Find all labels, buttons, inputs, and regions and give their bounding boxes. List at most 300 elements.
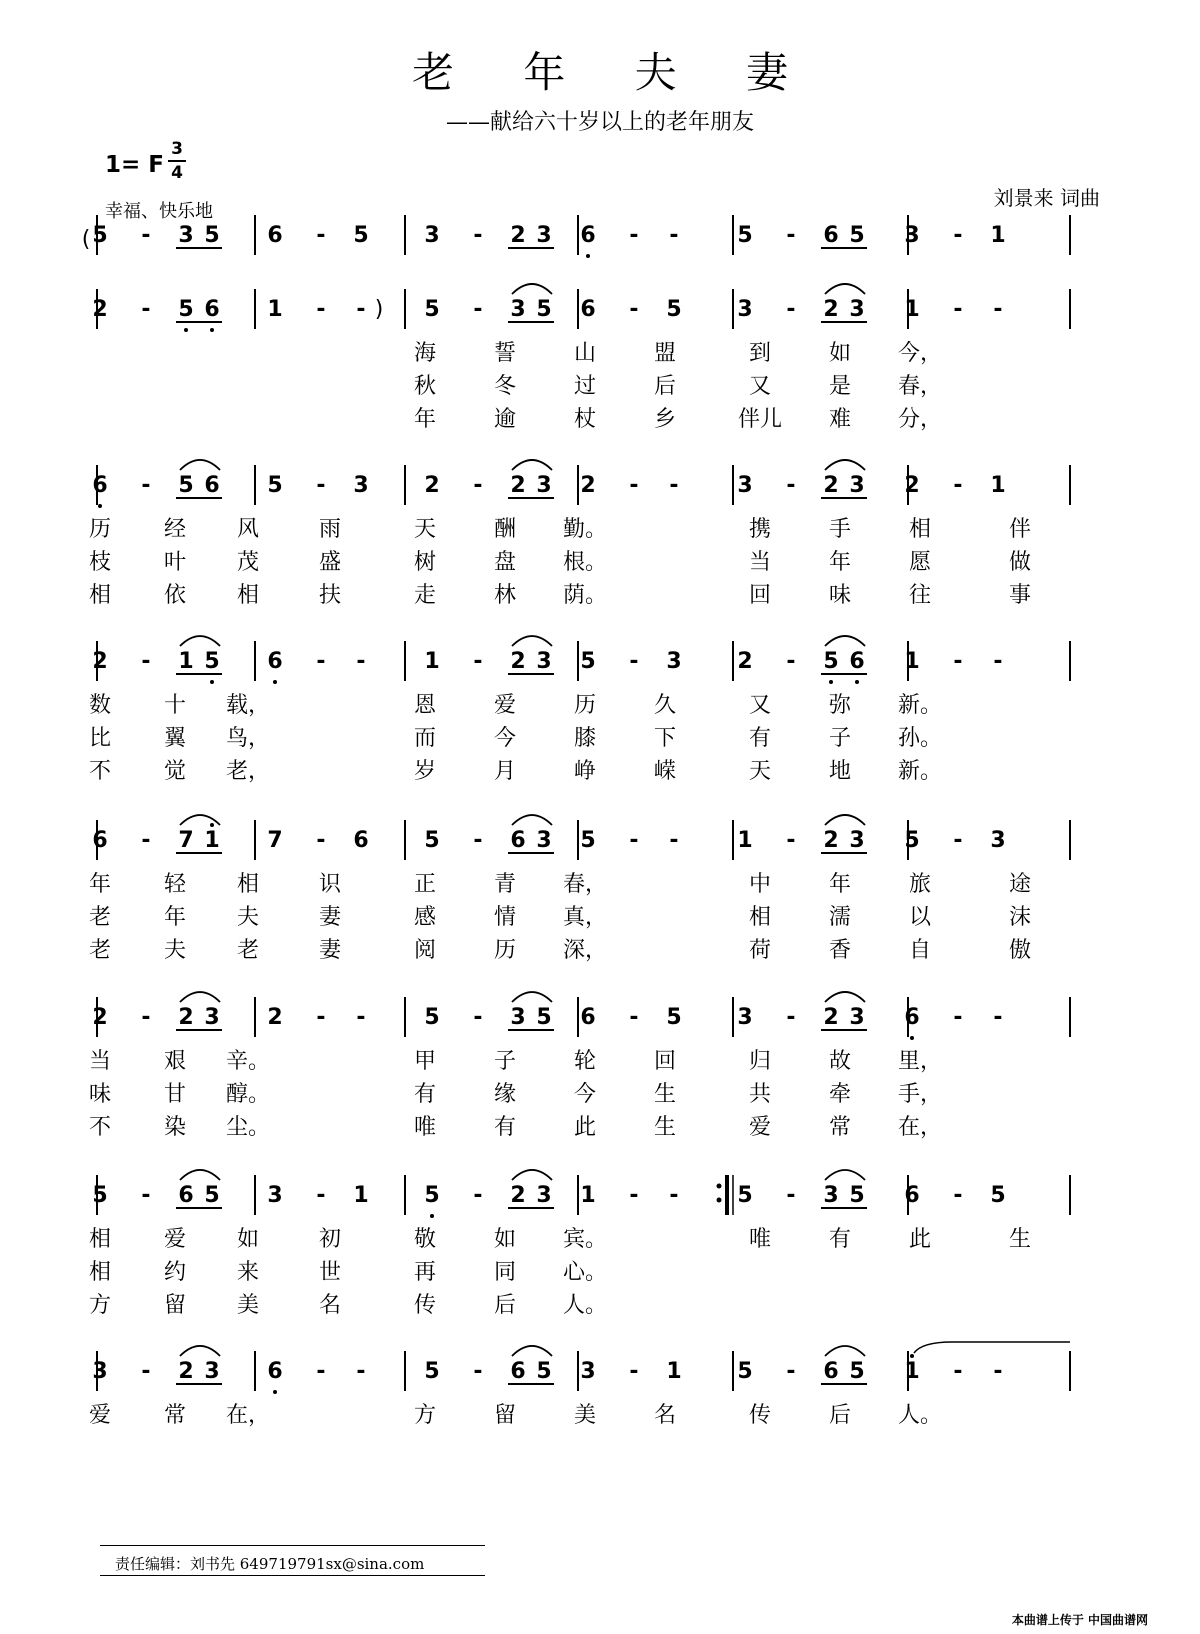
lyric-syllable: 年: [88, 872, 112, 897]
lyric-syllable: 有: [828, 1227, 852, 1252]
note-2: 2: [424, 473, 440, 498]
note-5: 5: [178, 473, 194, 498]
slur: [512, 636, 552, 646]
note--: -: [953, 473, 963, 498]
note-5: 5: [267, 473, 283, 498]
note-1: 1: [904, 297, 920, 322]
note-3: 3: [204, 1005, 220, 1030]
lyric-syllable: 手: [828, 517, 852, 542]
note--: -: [786, 828, 796, 853]
note-5: 5: [424, 1183, 440, 1208]
lyric-syllable: 走: [413, 583, 437, 608]
lyric-syllable: 初: [318, 1227, 342, 1252]
lyric-syllable: 后: [493, 1293, 517, 1318]
note-3: 3: [178, 223, 194, 248]
note--: -: [316, 828, 326, 853]
lyric-syllable: 冬: [493, 374, 517, 399]
footer-divider-top: [100, 1545, 485, 1546]
lyric-syllable: 爱: [748, 1115, 772, 1140]
lyric-syllable: 愿: [908, 550, 932, 575]
note--: -: [141, 828, 151, 853]
lyric-syllable: 依: [163, 583, 187, 608]
lyric-syllable: 伴: [1008, 517, 1032, 542]
lyric-syllable: 醇。: [225, 1082, 271, 1107]
lyric-syllable: 相: [236, 583, 260, 608]
lyric-syllable: 味: [88, 1082, 112, 1107]
note-6: 6: [580, 297, 596, 322]
lyric-syllable: 风: [236, 517, 260, 542]
lyric-syllable: 酬: [493, 517, 517, 542]
lyric-syllable: 今，: [897, 341, 943, 366]
lyric-syllable: 妻: [318, 905, 342, 930]
lyric-syllable: 伴儿: [737, 407, 783, 432]
lyric-syllable: 不: [88, 759, 112, 784]
note-3: 3: [666, 649, 682, 674]
note--: -: [356, 649, 366, 674]
note--: -: [141, 473, 151, 498]
note--: -: [356, 1005, 366, 1030]
lyric-syllable: 雨: [318, 517, 342, 542]
lyric-syllable: 做: [1008, 550, 1032, 575]
note-5: 5: [990, 1183, 1006, 1208]
lyric-syllable: 爱: [88, 1403, 112, 1428]
lyric-syllable: 年: [828, 872, 852, 897]
lyric-syllable: 海: [413, 341, 437, 366]
note-5: 5: [204, 223, 220, 248]
note-3: 3: [536, 649, 552, 674]
lyric-syllable: 生: [1008, 1227, 1032, 1252]
lyric-syllable: 旅: [908, 872, 932, 897]
lyric-syllable: 此: [573, 1115, 597, 1140]
note-7: 7: [178, 828, 194, 853]
lyric-syllable: 载，: [225, 693, 271, 718]
lyric-syllable: 留: [493, 1403, 517, 1428]
note--: -: [786, 1005, 796, 1030]
note-3: 3: [737, 1005, 753, 1030]
lyric-syllable: 盟: [653, 341, 677, 366]
lyric-syllable: 年: [163, 905, 187, 930]
lyric-syllable: 生: [653, 1082, 677, 1107]
note-6: 6: [580, 1005, 596, 1030]
note-5: 5: [424, 1005, 440, 1030]
note-6: 6: [267, 1359, 283, 1384]
slur: [825, 636, 865, 646]
note-5: 5: [92, 223, 108, 248]
lower-octave-dot: [98, 504, 102, 508]
lyric-syllable: 敬: [413, 1227, 437, 1252]
note--: -: [316, 1183, 326, 1208]
lyric-syllable: 往: [908, 583, 932, 608]
lower-octave-dot: [210, 680, 214, 684]
note-2: 2: [267, 1005, 283, 1030]
note--: -: [993, 297, 1003, 322]
slur: [512, 815, 552, 825]
lyric-syllable: 荷: [748, 938, 772, 963]
note--: -: [316, 223, 326, 248]
note-2: 2: [510, 649, 526, 674]
lyric-syllable: 名: [653, 1403, 677, 1428]
note-2: 2: [178, 1005, 194, 1030]
lyric-syllable: 傲: [1008, 938, 1032, 963]
lyric-syllable: 是: [828, 374, 852, 399]
slur: [180, 1346, 220, 1356]
lyric-syllable: 世: [318, 1260, 342, 1285]
slur: [180, 1170, 220, 1180]
note--: -: [993, 1359, 1003, 1384]
lyric-syllable: 心。: [562, 1260, 608, 1285]
time-denominator: 4: [168, 160, 186, 184]
lyric-syllable: 唯: [413, 1115, 437, 1140]
note--: -: [629, 223, 639, 248]
lyric-syllable: 过: [573, 374, 597, 399]
note--: -: [316, 297, 326, 322]
note--: -: [629, 473, 639, 498]
lyric-syllable: 枝: [88, 550, 112, 575]
lyric-syllable: 妻: [318, 938, 342, 963]
note--: -: [473, 828, 483, 853]
note-3: 3: [92, 1359, 108, 1384]
note--: -: [953, 297, 963, 322]
lyric-syllable: 手，: [897, 1082, 943, 1107]
key-signature: 1= F: [105, 152, 164, 178]
lower-octave-dot: [184, 328, 188, 332]
lyric-syllable: 老: [236, 938, 260, 963]
lyric-syllable: 膝: [573, 726, 597, 751]
note--: -: [356, 297, 366, 322]
lyric-syllable: 荫。: [562, 583, 608, 608]
note-2: 2: [92, 297, 108, 322]
note-6: 6: [510, 828, 526, 853]
lower-octave-dot: [855, 680, 859, 684]
note--: -: [316, 1359, 326, 1384]
note-5: 5: [666, 1005, 682, 1030]
note-6: 6: [823, 223, 839, 248]
note-1: 1: [666, 1359, 682, 1384]
note-3: 3: [536, 473, 552, 498]
note--: -: [141, 1183, 151, 1208]
note-2: 2: [823, 828, 839, 853]
note-5: 5: [92, 1183, 108, 1208]
lyric-syllable: 如: [236, 1227, 260, 1252]
note--: -: [141, 649, 151, 674]
note-2: 2: [580, 473, 596, 498]
time-numerator: 3: [171, 139, 183, 159]
lyric-syllable: 盘: [493, 550, 517, 575]
note-6: 6: [92, 473, 108, 498]
note-5: 5: [737, 223, 753, 248]
note--: -: [141, 297, 151, 322]
note-5: 5: [536, 1005, 552, 1030]
note-6: 6: [823, 1359, 839, 1384]
note-3: 3: [510, 297, 526, 322]
tempo-marking: 幸福、快乐地: [105, 201, 213, 222]
note-3: 3: [424, 223, 440, 248]
lyric-syllable: 情: [493, 905, 517, 930]
lyric-syllable: 艰: [163, 1049, 187, 1074]
lyric-syllable: 人。: [562, 1293, 608, 1318]
note-3: 3: [849, 828, 865, 853]
lyric-syllable: 在，: [897, 1115, 943, 1140]
note-3: 3: [510, 1005, 526, 1030]
lyric-syllable: 分，: [897, 407, 943, 432]
note-5: 5: [849, 223, 865, 248]
note-6: 6: [849, 649, 865, 674]
note-3: 3: [580, 1359, 596, 1384]
slur: [180, 815, 220, 825]
lyric-syllable: 春，: [562, 872, 608, 897]
lyric-syllable: 年: [413, 407, 437, 432]
editor-credit: 责任编辑：刘书先 649719791sx@sina.com: [115, 1555, 425, 1573]
lyric-syllable: 有: [748, 726, 772, 751]
lyric-syllable: 濡: [828, 905, 852, 930]
upload-note: 本曲谱上传于 中国曲谱网: [1011, 1613, 1148, 1627]
lyric-syllable: 方: [413, 1403, 437, 1428]
note--: -: [953, 1359, 963, 1384]
note-6: 6: [353, 828, 369, 853]
note--: -: [316, 473, 326, 498]
note-3: 3: [204, 1359, 220, 1384]
note-5: 5: [424, 297, 440, 322]
note-3: 3: [737, 297, 753, 322]
note-5: 5: [849, 1183, 865, 1208]
note-2: 2: [92, 649, 108, 674]
note--: -: [141, 1005, 151, 1030]
lyric-syllable: 深，: [562, 938, 608, 963]
lyric-syllable: 十: [163, 693, 187, 718]
lyric-syllable: 同: [493, 1260, 517, 1285]
lyric-syllable: 后: [653, 374, 677, 399]
lyric-syllable: 年: [828, 550, 852, 575]
note--: -: [786, 297, 796, 322]
lyric-syllable: 人。: [897, 1403, 943, 1428]
lyric-syllable: 觉: [163, 759, 187, 784]
note--: -: [629, 1005, 639, 1030]
close-paren: ): [374, 297, 384, 322]
note-1: 1: [990, 473, 1006, 498]
note--: -: [669, 1183, 679, 1208]
lyric-syllable: 如: [828, 341, 852, 366]
note-5: 5: [536, 297, 552, 322]
lyric-syllable: 爱: [493, 693, 517, 718]
lyric-syllable: 历: [573, 693, 597, 718]
note--: -: [356, 1359, 366, 1384]
note--: -: [629, 1359, 639, 1384]
slur: [825, 1170, 865, 1180]
note-3: 3: [849, 473, 865, 498]
note-5: 5: [823, 649, 839, 674]
note--: -: [953, 223, 963, 248]
lyric-syllable: 有: [413, 1082, 437, 1107]
lyric-syllable: 杖: [573, 407, 597, 432]
lyric-syllable: 久: [653, 693, 677, 718]
note--: -: [473, 297, 483, 322]
note--: -: [629, 828, 639, 853]
note-6: 6: [92, 828, 108, 853]
slur: [512, 1170, 552, 1180]
lyric-syllable: 下: [653, 726, 677, 751]
note-3: 3: [849, 297, 865, 322]
lyric-syllable: 经: [163, 517, 187, 542]
lyric-syllable: 牵: [828, 1082, 852, 1107]
slur: [825, 1346, 865, 1356]
slur: [512, 992, 552, 1002]
note-5: 5: [424, 1359, 440, 1384]
lyric-syllable: 夫: [236, 905, 260, 930]
note--: -: [953, 1005, 963, 1030]
note-5: 5: [737, 1359, 753, 1384]
lyric-syllable: 留: [163, 1293, 187, 1318]
note--: -: [629, 297, 639, 322]
note-5: 5: [178, 297, 194, 322]
note-1: 1: [580, 1183, 596, 1208]
note--: -: [316, 649, 326, 674]
note-5: 5: [424, 828, 440, 853]
note-1: 1: [904, 649, 920, 674]
lyric-syllable: 传: [748, 1403, 772, 1428]
lyric-syllable: 叶: [163, 550, 187, 575]
note--: -: [316, 1005, 326, 1030]
lyric-syllable: 茂: [236, 550, 260, 575]
lyric-syllable: 辛。: [225, 1049, 271, 1074]
lyric-syllable: 里，: [897, 1049, 943, 1074]
lyric-syllable: 恩: [413, 693, 437, 718]
lyric-syllable: 共: [748, 1082, 772, 1107]
lyric-syllable: 誓: [493, 341, 517, 366]
lyric-syllable: 轻: [163, 872, 187, 897]
note-1: 1: [737, 828, 753, 853]
lyric-syllable: 爱: [163, 1227, 187, 1252]
lyric-syllable: 山: [573, 341, 597, 366]
note-3: 3: [849, 1005, 865, 1030]
lyric-syllable: 有: [493, 1115, 517, 1140]
note-1: 1: [204, 828, 220, 853]
note-1: 1: [178, 649, 194, 674]
note-3: 3: [353, 473, 369, 498]
upper-octave-dot: [210, 823, 214, 827]
lyric-syllable: 新。: [897, 759, 943, 784]
note-2: 2: [92, 1005, 108, 1030]
note-3: 3: [823, 1183, 839, 1208]
upper-octave-dot: [910, 1354, 914, 1358]
lyric-syllable: 春，: [897, 374, 943, 399]
note-3: 3: [267, 1183, 283, 1208]
note--: -: [669, 828, 679, 853]
lyric-syllable: 途: [1008, 872, 1032, 897]
slur: [825, 815, 865, 825]
lyric-syllable: 再: [413, 1260, 437, 1285]
note-2: 2: [823, 1005, 839, 1030]
lyric-syllable: 相: [236, 872, 260, 897]
lyric-syllable: 青: [493, 872, 517, 897]
lyric-syllable: 相: [908, 517, 932, 542]
lyric-syllable: 嵘: [653, 759, 677, 784]
note-5: 5: [353, 223, 369, 248]
note-6: 6: [204, 473, 220, 498]
lyric-syllable: 携: [748, 517, 772, 542]
lyric-syllable: 今: [493, 726, 517, 751]
note--: -: [669, 223, 679, 248]
lyric-syllable: 美: [236, 1293, 260, 1318]
song-subtitle: ——献给六十岁以上的老年朋友: [445, 110, 754, 135]
lyric-syllable: 常: [163, 1403, 187, 1428]
lyric-syllable: 子: [493, 1049, 517, 1074]
lyric-syllable: 树: [413, 550, 437, 575]
lyric-syllable: 比: [88, 726, 112, 751]
note-6: 6: [204, 297, 220, 322]
note-2: 2: [737, 649, 753, 674]
lyric-syllable: 天: [413, 517, 437, 542]
note-1: 1: [904, 1359, 920, 1384]
lyric-syllable: 孙。: [897, 726, 943, 751]
lyric-syllable: 弥: [828, 693, 852, 718]
note-7: 7: [267, 828, 283, 853]
note--: -: [786, 1183, 796, 1208]
lyric-syllable: 常: [828, 1115, 852, 1140]
lyric-syllable: 相: [88, 1227, 112, 1252]
lyric-syllable: 自: [908, 938, 932, 963]
open-paren: (: [81, 227, 91, 252]
lyric-syllable: 回: [653, 1049, 677, 1074]
lyric-syllable: 数: [88, 693, 112, 718]
lyric-syllable: 轮: [573, 1049, 597, 1074]
footer-divider-bottom: [100, 1575, 485, 1576]
repeat-dot: [717, 1184, 722, 1189]
tie-line: [914, 1342, 1070, 1353]
lower-octave-dot: [910, 1036, 914, 1040]
lyric-syllable: 来: [236, 1260, 260, 1285]
lower-octave-dot: [829, 680, 833, 684]
lyric-syllable: 事: [1008, 583, 1032, 608]
song-title: 老 年 夫 妻: [411, 48, 817, 97]
lyric-syllable: 逾: [493, 407, 517, 432]
lyric-syllable: 老，: [225, 759, 271, 784]
lyric-syllable: 又: [748, 693, 772, 718]
lyric-syllable: 方: [88, 1293, 112, 1318]
lyric-syllable: 老: [88, 905, 112, 930]
note-5: 5: [666, 297, 682, 322]
note-2: 2: [904, 473, 920, 498]
lyric-syllable: 香: [828, 938, 852, 963]
note-6: 6: [267, 223, 283, 248]
note--: -: [473, 1359, 483, 1384]
note-1: 1: [267, 297, 283, 322]
lyric-syllable: 味: [828, 583, 852, 608]
note-2: 2: [178, 1359, 194, 1384]
lyric-syllable: 回: [748, 583, 772, 608]
lyric-syllable: 故: [828, 1049, 852, 1074]
slur: [512, 460, 552, 470]
note--: -: [473, 223, 483, 248]
lyric-syllable: 甲: [413, 1049, 437, 1074]
lyric-syllable: 染: [163, 1115, 187, 1140]
note-2: 2: [510, 1183, 526, 1208]
note--: -: [629, 649, 639, 674]
note-2: 2: [823, 297, 839, 322]
lyric-syllable: 当: [88, 1049, 112, 1074]
slur: [180, 460, 220, 470]
slur: [825, 460, 865, 470]
note-3: 3: [536, 1183, 552, 1208]
lyric-syllable: 名: [318, 1293, 342, 1318]
note-3: 3: [536, 223, 552, 248]
slur: [512, 1346, 552, 1356]
note-1: 1: [424, 649, 440, 674]
slur: [512, 284, 552, 294]
note-3: 3: [737, 473, 753, 498]
note-1: 1: [353, 1183, 369, 1208]
lyric-syllable: 勤。: [562, 517, 608, 542]
lyric-syllable: 今: [573, 1082, 597, 1107]
